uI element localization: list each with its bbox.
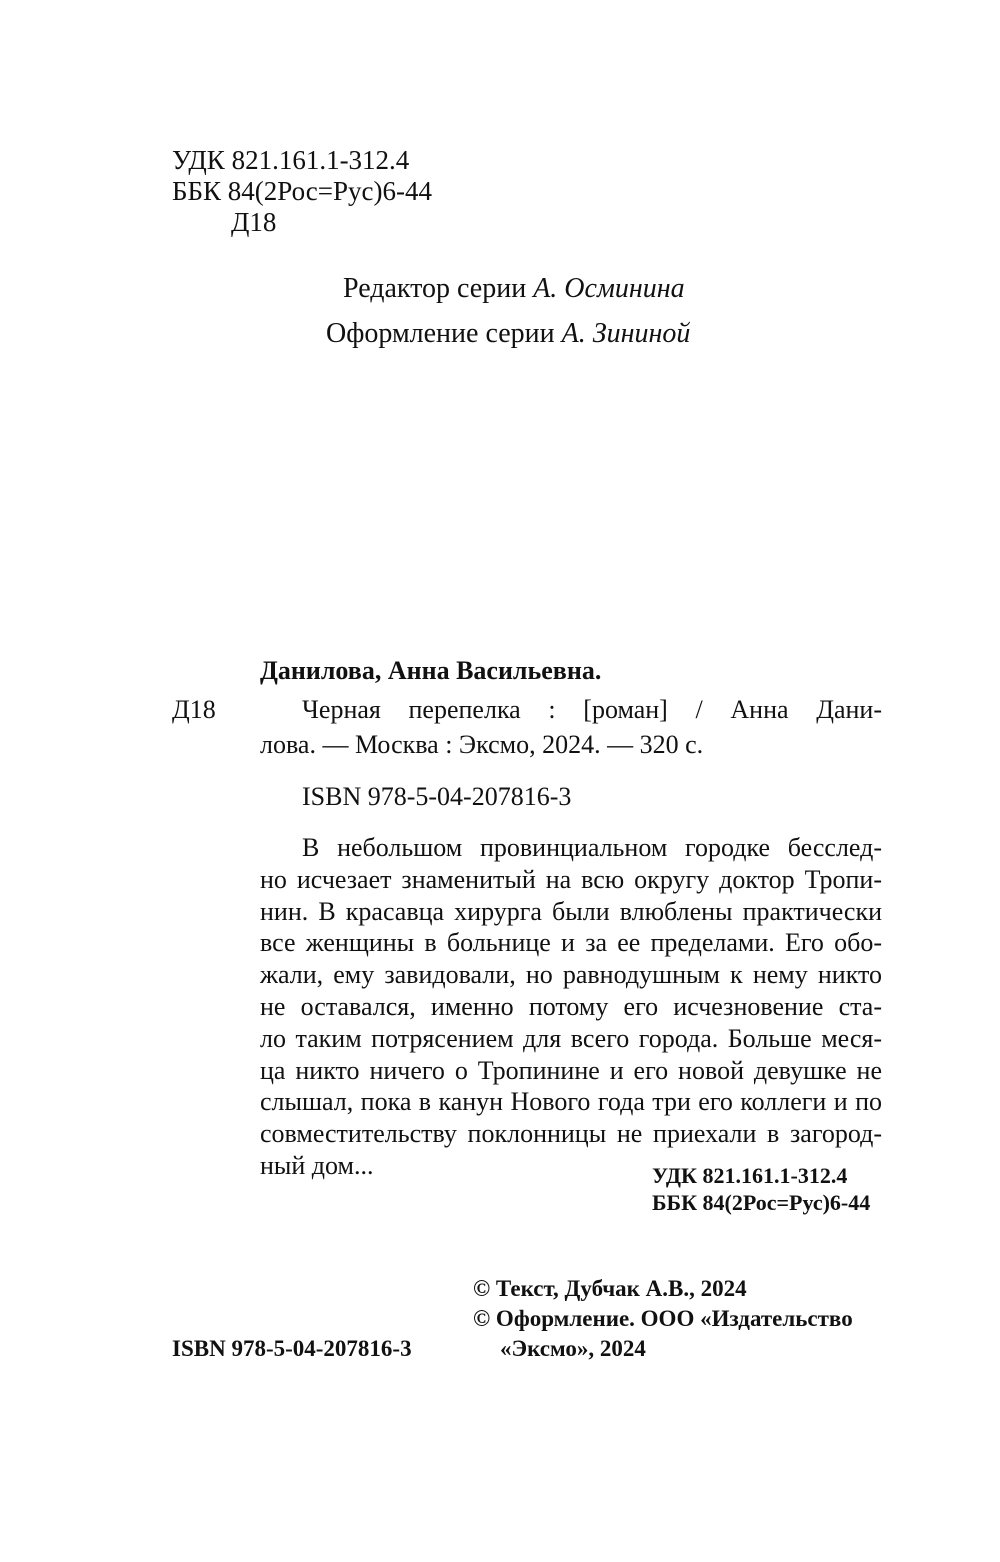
bibliographic-sign: Д18 bbox=[172, 695, 216, 724]
series-editor-credit bbox=[343, 273, 685, 305]
series-design-label: Оформление серии bbox=[326, 318, 555, 349]
author-sign: Д18 bbox=[231, 207, 277, 237]
bibliographic-line-1: Черная перепелка : [роман] / Анна Дани- bbox=[302, 695, 882, 724]
footer-isbn: ISBN 978-5-04-207816-3 bbox=[172, 1336, 412, 1361]
annotation-line: ло таким потрясением для всего города. Больше меся- bbox=[260, 1023, 882, 1053]
series-editor-label: Редактор серии bbox=[343, 273, 527, 304]
bibliographic-isbn: ISBN 978-5-04-207816-3 bbox=[302, 782, 572, 811]
book-author: Данилова, Анна Васильевна. bbox=[260, 656, 602, 685]
classification-bbk: ББК 84(2Рос=Рус)6-44 bbox=[652, 1190, 871, 1215]
annotation-line: но исчезает знаменитый на всю округу доктор Тропи- bbox=[260, 864, 882, 894]
annotation-line: не оставался, именно потому его исчезновение ста- bbox=[260, 991, 882, 1021]
annotation-line: ца никто ничего о Тропинине и его новой девушке не bbox=[260, 1055, 882, 1085]
series-editor-name: А. Осминина bbox=[533, 273, 685, 304]
copyright-design-line-1: © Оформление. ООО «Издательство bbox=[473, 1306, 853, 1331]
annotation-line: В небольшом провинциальном городке бесслед- bbox=[302, 833, 882, 862]
bbk-code: ББК 84(2Рос=Рус)6-44 bbox=[172, 176, 432, 206]
annotation-line: совместительству поклонницы не приехали в загород- bbox=[260, 1119, 882, 1149]
copyright-text: © Текст, Дубчак А.В., 2024 bbox=[473, 1276, 747, 1301]
series-design-credit bbox=[326, 318, 690, 350]
series-design-name: А. Зининой bbox=[561, 318, 691, 349]
annotation-line: нин. В красавца хирурга были влюблены практически bbox=[260, 896, 882, 926]
udk-code: УДК 821.161.1-312.4 bbox=[172, 145, 410, 175]
classification-udk: УДК 821.161.1-312.4 bbox=[652, 1163, 848, 1188]
annotation-line: слышал, пока в канун Нового года три его коллеги и по bbox=[260, 1087, 882, 1117]
annotation-line: все женщины в больнице и за ее пределами. Его обо- bbox=[260, 928, 882, 958]
annotation-line: ный дом... bbox=[260, 1150, 374, 1180]
annotation bbox=[260, 832, 882, 1182]
copyright-design-line-2: «Эксмо», 2024 bbox=[500, 1336, 646, 1361]
annotation-line: жали, ему завидовали, но равнодушным к нему никто bbox=[260, 960, 882, 990]
bibliographic-line-2: лова. — Москва : Эксмо, 2024. — 320 с. bbox=[260, 730, 704, 759]
